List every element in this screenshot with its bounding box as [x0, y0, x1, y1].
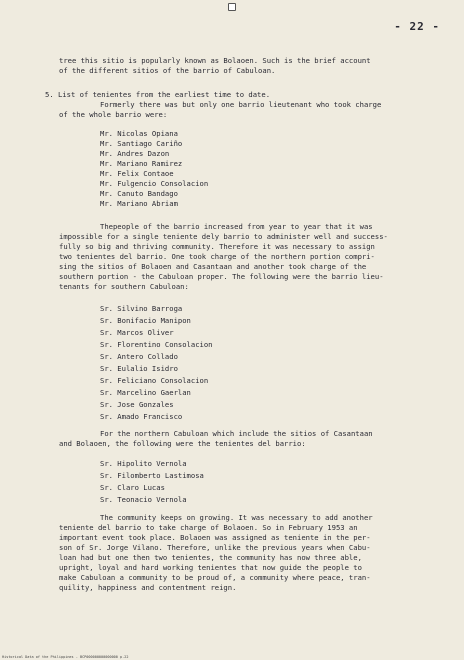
list-item: Sr. Eulalio Isidro: [100, 364, 178, 373]
list-item: Sr. Teonacio Vernola: [100, 495, 187, 504]
text-line: and Bolaoen, the following were the tenientes del barrio:: [59, 439, 306, 448]
text-line: tree this sitio is popularly known as Bolaoen. Such is the brief account: [59, 56, 371, 65]
text-line: Thepeople of the barrio increased from year to year that it was: [100, 222, 373, 231]
punch-hole: [228, 3, 236, 11]
list-item: Mr. Mariano Abriam: [100, 199, 178, 208]
list-item: Mr. Mariano Ramirez: [100, 159, 183, 168]
text-line: loan had but one then two tenientes, the community has now three able,: [59, 553, 362, 562]
list-item: Sr. Bonifacio Manipon: [100, 316, 191, 325]
text-line: fully so big and thriving community. Therefore it was necessary to assign: [59, 242, 375, 251]
list-item: Sr. Filomberto Lastimosa: [100, 471, 204, 480]
list-item: Sr. Hipolito Vernola: [100, 459, 187, 468]
text-line: The community keeps on growing. It was necessary to add another: [100, 513, 373, 522]
list-item: Sr. Florentino Consolacion: [100, 340, 213, 349]
text-line: of the different sitios of the barrio of Cabuloan.: [59, 66, 276, 75]
text-line: impossible for a single teniente dely barrio to administer well and success-: [59, 232, 388, 241]
text-line: important event took place. Bolaoen was assigned as teniente in the per-: [59, 533, 371, 542]
list-item: Mr. Andres Dazon: [100, 149, 170, 158]
list-item: Sr. Marcos Oliver: [100, 328, 174, 337]
text-line: For the northern Cabuloan which include the sitios of Casantaan: [100, 429, 373, 438]
text-line: make Cabuloan a community to be proud of, a community where peace, tran-: [59, 573, 371, 582]
text-line: two tenientes del barrio. One took charge of the northern portion compri-: [59, 252, 375, 261]
section-heading: 5. List of tenientes from the earliest time to date.: [45, 90, 271, 99]
list-item: Mr. Santiago Cariño: [100, 139, 183, 148]
list-item: Mr. Canuto Bandago: [100, 189, 178, 198]
list-item: Sr. Marcelino Gaerlan: [100, 388, 191, 397]
list-item: Mr. Fulgencio Consolacion: [100, 179, 209, 188]
text-line: of the whole barrio were:: [59, 110, 168, 119]
page-number: - 22 -: [394, 20, 440, 33]
list-item: Sr. Amado Francisco: [100, 412, 183, 421]
text-line: sing the sitios of Bolaoen and Casantaan and another took charge of the: [59, 262, 367, 271]
scan-footer: Historical Data of the Philippines - BCP000000000000000 p.22: [2, 655, 129, 659]
list-item: Sr. Antero Collado: [100, 352, 178, 361]
text-line: son of Sr. Jorge Vilano. Therefore, unlike the previous years when Cabu-: [59, 543, 371, 552]
text-line: tenants for southern Cabuloan:: [59, 282, 189, 291]
list-item: Mr. Nicolas Opiana: [100, 129, 178, 138]
list-item: Sr. Jose Gonzales: [100, 400, 174, 409]
text-line: upright, loyal and hard working tenientes that now guide the people to: [59, 563, 362, 572]
list-item: Sr. Feliciano Consolacion: [100, 376, 209, 385]
text-line: Formerly there was but only one barrio lieutenant who took charge: [100, 100, 382, 109]
list-item: Sr. Claro Lucas: [100, 483, 165, 492]
list-item: Sr. Silvino Barroga: [100, 304, 183, 313]
list-item: Mr. Felix Contaoe: [100, 169, 174, 178]
text-line: teniente del barrio to take charge of Bolaoen. So in February 1953 an: [59, 523, 358, 532]
text-line: quility, happiness and contentment reign.: [59, 583, 237, 592]
text-line: southern portion - the Cabuloan proper. The following were the barrio lieu-: [59, 272, 384, 281]
